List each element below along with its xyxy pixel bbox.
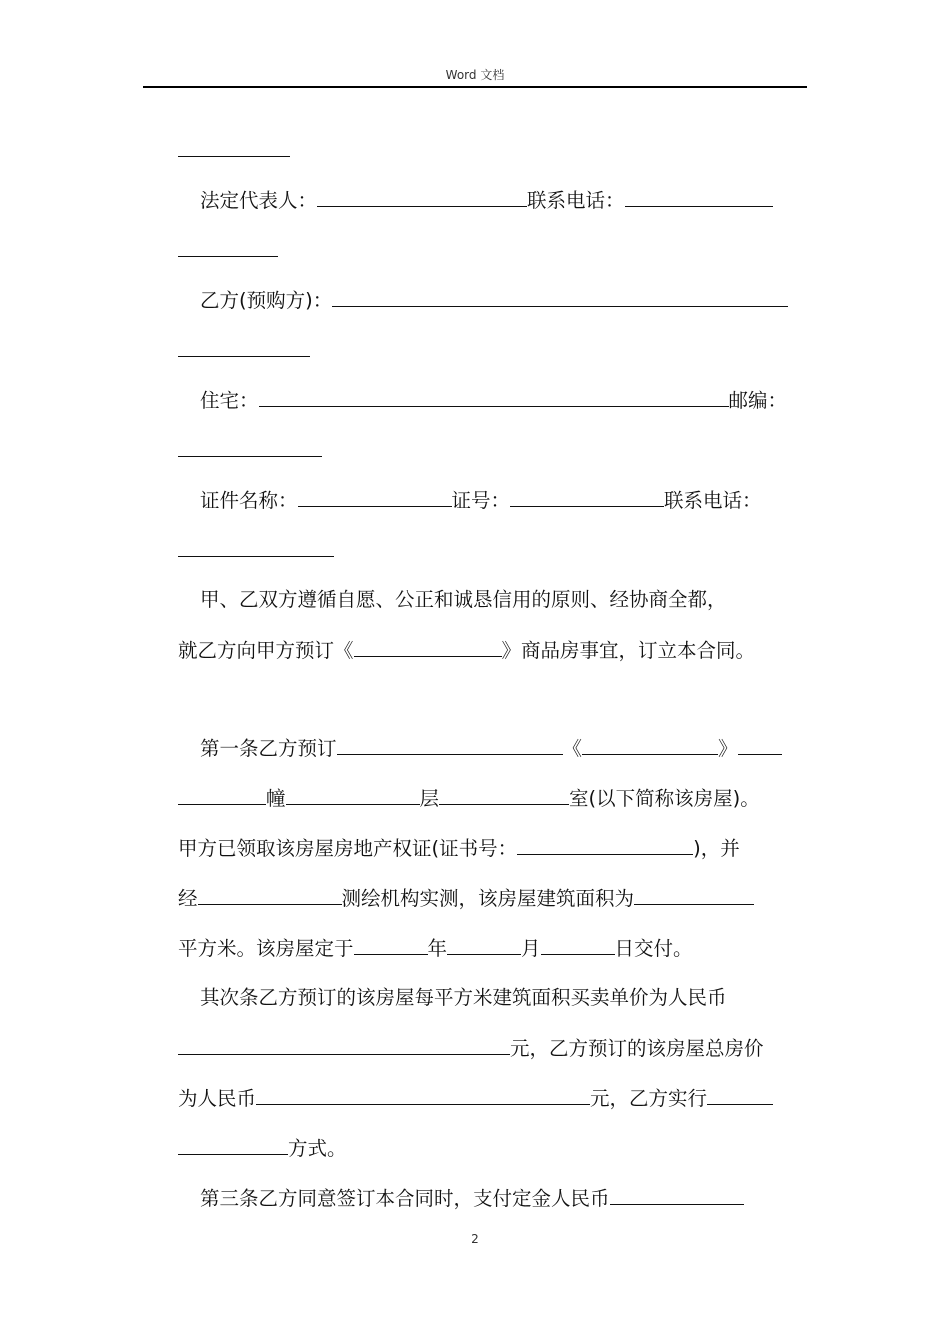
text-line [178, 884, 754, 912]
text-line [178, 486, 762, 514]
page-number: 2 [471, 1232, 479, 1246]
text-line [178, 336, 310, 364]
label-legal-rep: 法定代表人： [200, 189, 318, 212]
text-fragment: 第三条乙方同意签订本合同时，支付定金人民币 [200, 1187, 610, 1210]
label-id-number: 证号： [451, 489, 511, 512]
blank-field[interactable] [332, 286, 788, 307]
text-fragment: 测绘机构实测，该房屋建筑面积为 [341, 887, 635, 910]
blank-field[interactable] [198, 884, 342, 905]
blank-field[interactable] [178, 236, 278, 257]
blank-field[interactable] [178, 436, 322, 457]
text-line [178, 136, 290, 164]
blank-field[interactable] [178, 336, 310, 357]
header-rule [143, 86, 807, 88]
text-line [178, 286, 788, 314]
blank-field[interactable] [625, 186, 773, 207]
blank-field[interactable] [317, 186, 527, 207]
text-fragment: )，并 [693, 837, 740, 860]
text-line [178, 1134, 347, 1162]
page-header: Word 文档 [445, 68, 505, 82]
blank-field[interactable] [298, 486, 452, 507]
text-line [178, 1034, 764, 1062]
text-fragment: 《 [562, 737, 583, 760]
blank-field[interactable] [178, 136, 290, 157]
blank-field[interactable] [354, 934, 428, 955]
text-line [178, 1084, 773, 1112]
blank-field[interactable] [256, 1084, 590, 1105]
text-fragment: 第一条乙方预订 [200, 737, 337, 760]
blank-field[interactable] [582, 734, 718, 755]
text-fragment: 年 [427, 937, 448, 960]
text-fragment: 月 [521, 937, 541, 960]
text-fragment: 元，乙方实行 [590, 1087, 708, 1110]
text-fragment: 》商品房事宜，订立本合同。 [501, 639, 756, 662]
text-fragment: 为人民币 [178, 1087, 257, 1110]
blank-field[interactable] [517, 834, 693, 855]
text-fragment: 》 [718, 737, 738, 760]
text-line: 甲、乙双方遵循自愿、公正和诚恳信用的原则、经协商全都， [200, 588, 727, 611]
label-id-name: 证件名称： [200, 489, 298, 512]
blank-field[interactable] [738, 734, 782, 755]
blank-field[interactable] [259, 386, 729, 407]
text-line [178, 934, 693, 962]
label-postcode: 邮编： [728, 389, 788, 412]
blank-field[interactable] [541, 934, 615, 955]
text-line: 其次条乙方预订的该房屋每平方米建筑面积买卖单价为人民币 [200, 986, 727, 1009]
blank-field[interactable] [178, 1134, 288, 1155]
text-line [178, 834, 740, 862]
text-fragment: 甲方已领取该房屋房地产权证(证书号： [178, 837, 518, 860]
label-phone: 联系电话： [664, 489, 762, 512]
blank-field[interactable] [337, 734, 563, 755]
text-fragment: 经 [178, 887, 198, 910]
text-fragment: 层 [419, 787, 440, 810]
label-party-b: 乙方(预购方)： [200, 289, 333, 312]
blank-field[interactable] [707, 1084, 773, 1105]
blank-field[interactable] [178, 1034, 510, 1055]
text-line [178, 436, 322, 464]
text-line [178, 636, 755, 664]
blank-field[interactable] [178, 784, 266, 805]
label-residence: 住宅： [200, 389, 259, 412]
text-fragment: 元，乙方预订的该房屋总房价 [510, 1037, 764, 1060]
blank-field[interactable] [447, 934, 521, 955]
blank-field[interactable] [354, 636, 502, 657]
text-line [178, 1184, 744, 1212]
text-fragment: 日交付。 [614, 937, 693, 960]
text-line [178, 386, 787, 414]
blank-field[interactable] [439, 784, 569, 805]
text-fragment: 室(以下简称该房屋)。 [569, 787, 760, 810]
text-fragment: 方式。 [288, 1137, 347, 1160]
blank-field[interactable] [610, 1184, 744, 1205]
text-fragment: 就乙方向甲方预订《 [178, 639, 354, 662]
text-fragment: 幢 [266, 787, 286, 810]
text-line [178, 536, 334, 564]
text-line [178, 734, 782, 762]
blank-field[interactable] [634, 884, 754, 905]
text-line [178, 236, 278, 264]
blank-field[interactable] [510, 486, 664, 507]
text-fragment: 平方米。该房屋定于 [178, 937, 354, 960]
blank-field[interactable] [178, 536, 334, 557]
blank-field[interactable] [286, 784, 420, 805]
text-line [178, 186, 773, 214]
text-line [178, 784, 760, 812]
label-phone: 联系电话： [527, 189, 625, 212]
